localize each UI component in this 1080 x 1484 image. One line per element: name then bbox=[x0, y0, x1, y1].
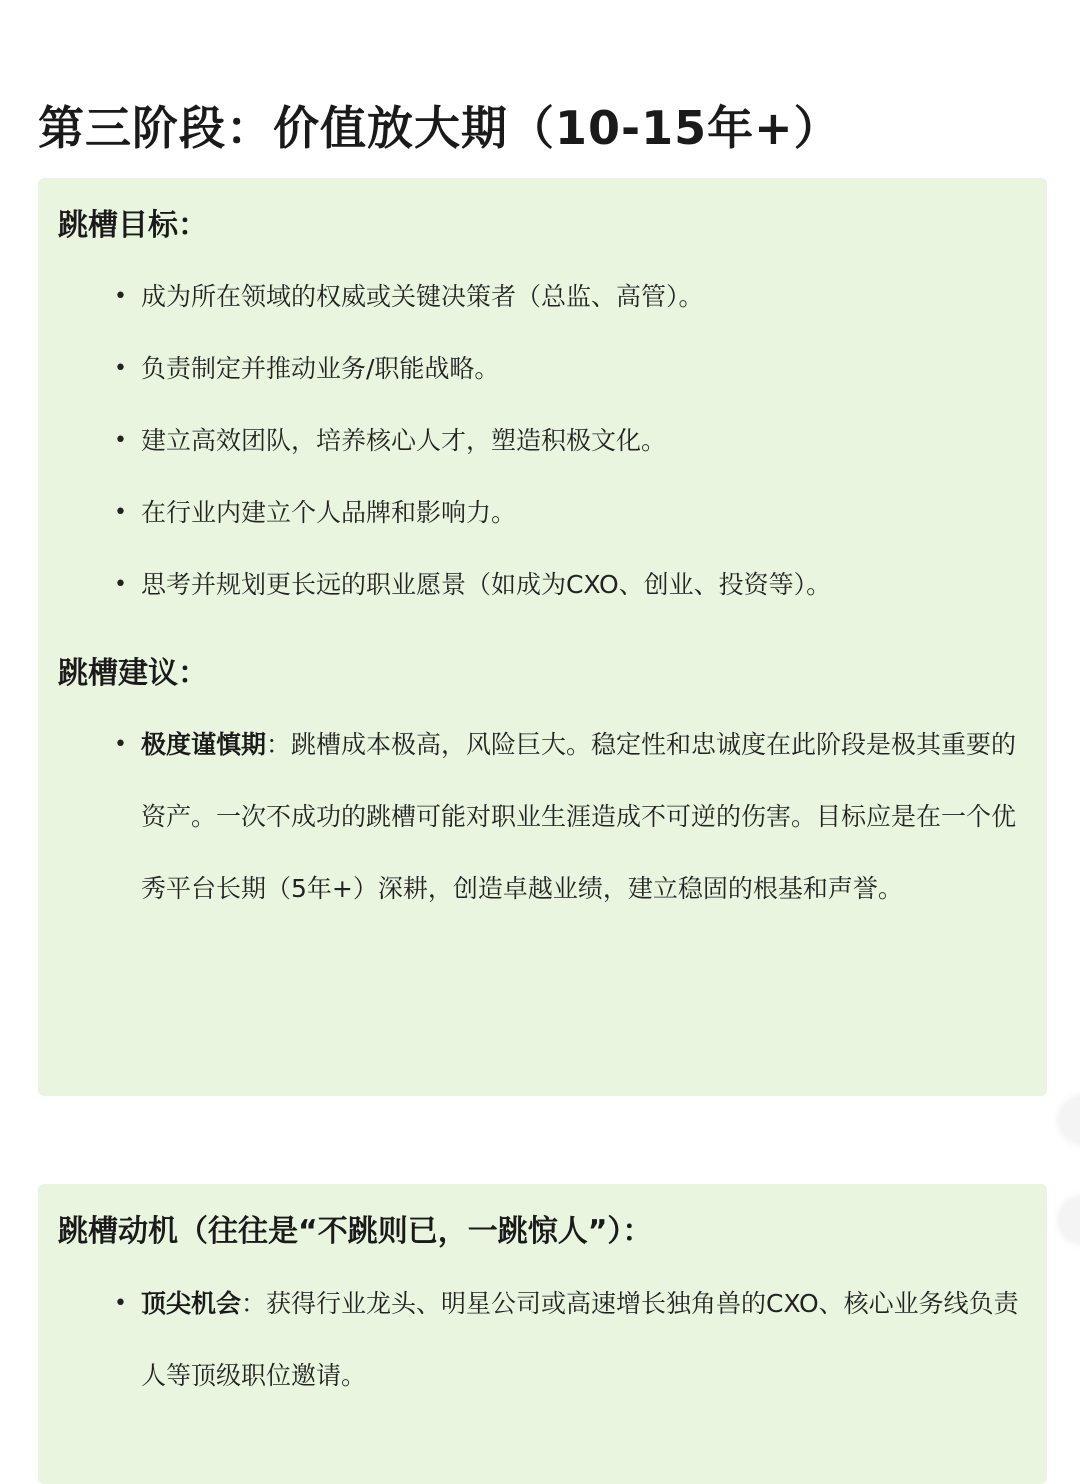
motivation-item-text: ：获得行业龙头、明星公司或高速增长独角兽的CXO、核心业务线负责人等顶级职位邀请。 bbox=[141, 1289, 1019, 1390]
advice-heading: 跳槽建议： bbox=[58, 656, 208, 691]
goal-item bbox=[38, 477, 1047, 549]
bullet-dot-icon: • bbox=[114, 1291, 127, 1316]
goal-item bbox=[38, 333, 1047, 405]
goal-item bbox=[38, 405, 1047, 477]
goal-text: 成为所在领域的权威或关键决策者（总监、高管）。 bbox=[141, 282, 704, 311]
stage-goals-advice-card bbox=[38, 178, 1047, 1096]
advice-item-label: 极度谨慎期 bbox=[141, 730, 267, 759]
advice-list bbox=[38, 709, 1047, 925]
bullet-dot-icon: • bbox=[114, 572, 127, 597]
motivation-heading: 跳槽动机（往往是“不跳则已，一跳惊人”）： bbox=[58, 1214, 653, 1249]
bullet-dot-icon: • bbox=[114, 428, 127, 453]
motivation-item bbox=[38, 1268, 1047, 1412]
page-title: 第三阶段：价值放大期（10-15年+） bbox=[38, 101, 841, 155]
motivation-item-label: 顶尖机会 bbox=[141, 1289, 242, 1318]
bullet-dot-icon: • bbox=[114, 500, 127, 525]
goal-text: 思考并规划更长远的职业愿景（如成为CXO、创业、投资等）。 bbox=[141, 570, 832, 599]
advice-item-text: ：跳槽成本极高，风险巨大。稳定性和忠诚度在此阶段是极其重要的资产。一次不成功的跳槽可能对职业生涯造成不可逆的伤害。目标应是在一个优秀平台长期（5年+）深耕，创造卓越业绩，建立稳固的根基和声誉。 bbox=[141, 730, 1017, 903]
floating-action-button[interactable] bbox=[1060, 1098, 1080, 1142]
goal-item bbox=[38, 261, 1047, 333]
goal-text: 负责制定并推动业务/职能战略。 bbox=[141, 354, 500, 383]
goal-text: 在行业内建立个人品牌和影响力。 bbox=[141, 498, 517, 527]
motivation-list bbox=[38, 1268, 1047, 1412]
goal-text: 建立高效团队，培养核心人才，塑造积极文化。 bbox=[141, 426, 667, 455]
advice-item bbox=[38, 709, 1047, 925]
bullet-dot-icon: • bbox=[114, 356, 127, 381]
goals-heading: 跳槽目标： bbox=[58, 208, 208, 243]
bullet-dot-icon: • bbox=[114, 284, 127, 309]
motivation-card bbox=[38, 1184, 1047, 1484]
goals-list bbox=[38, 261, 1047, 621]
floating-action-button[interactable] bbox=[1060, 1198, 1080, 1242]
goal-item bbox=[38, 549, 1047, 621]
bullet-dot-icon: • bbox=[114, 732, 127, 757]
